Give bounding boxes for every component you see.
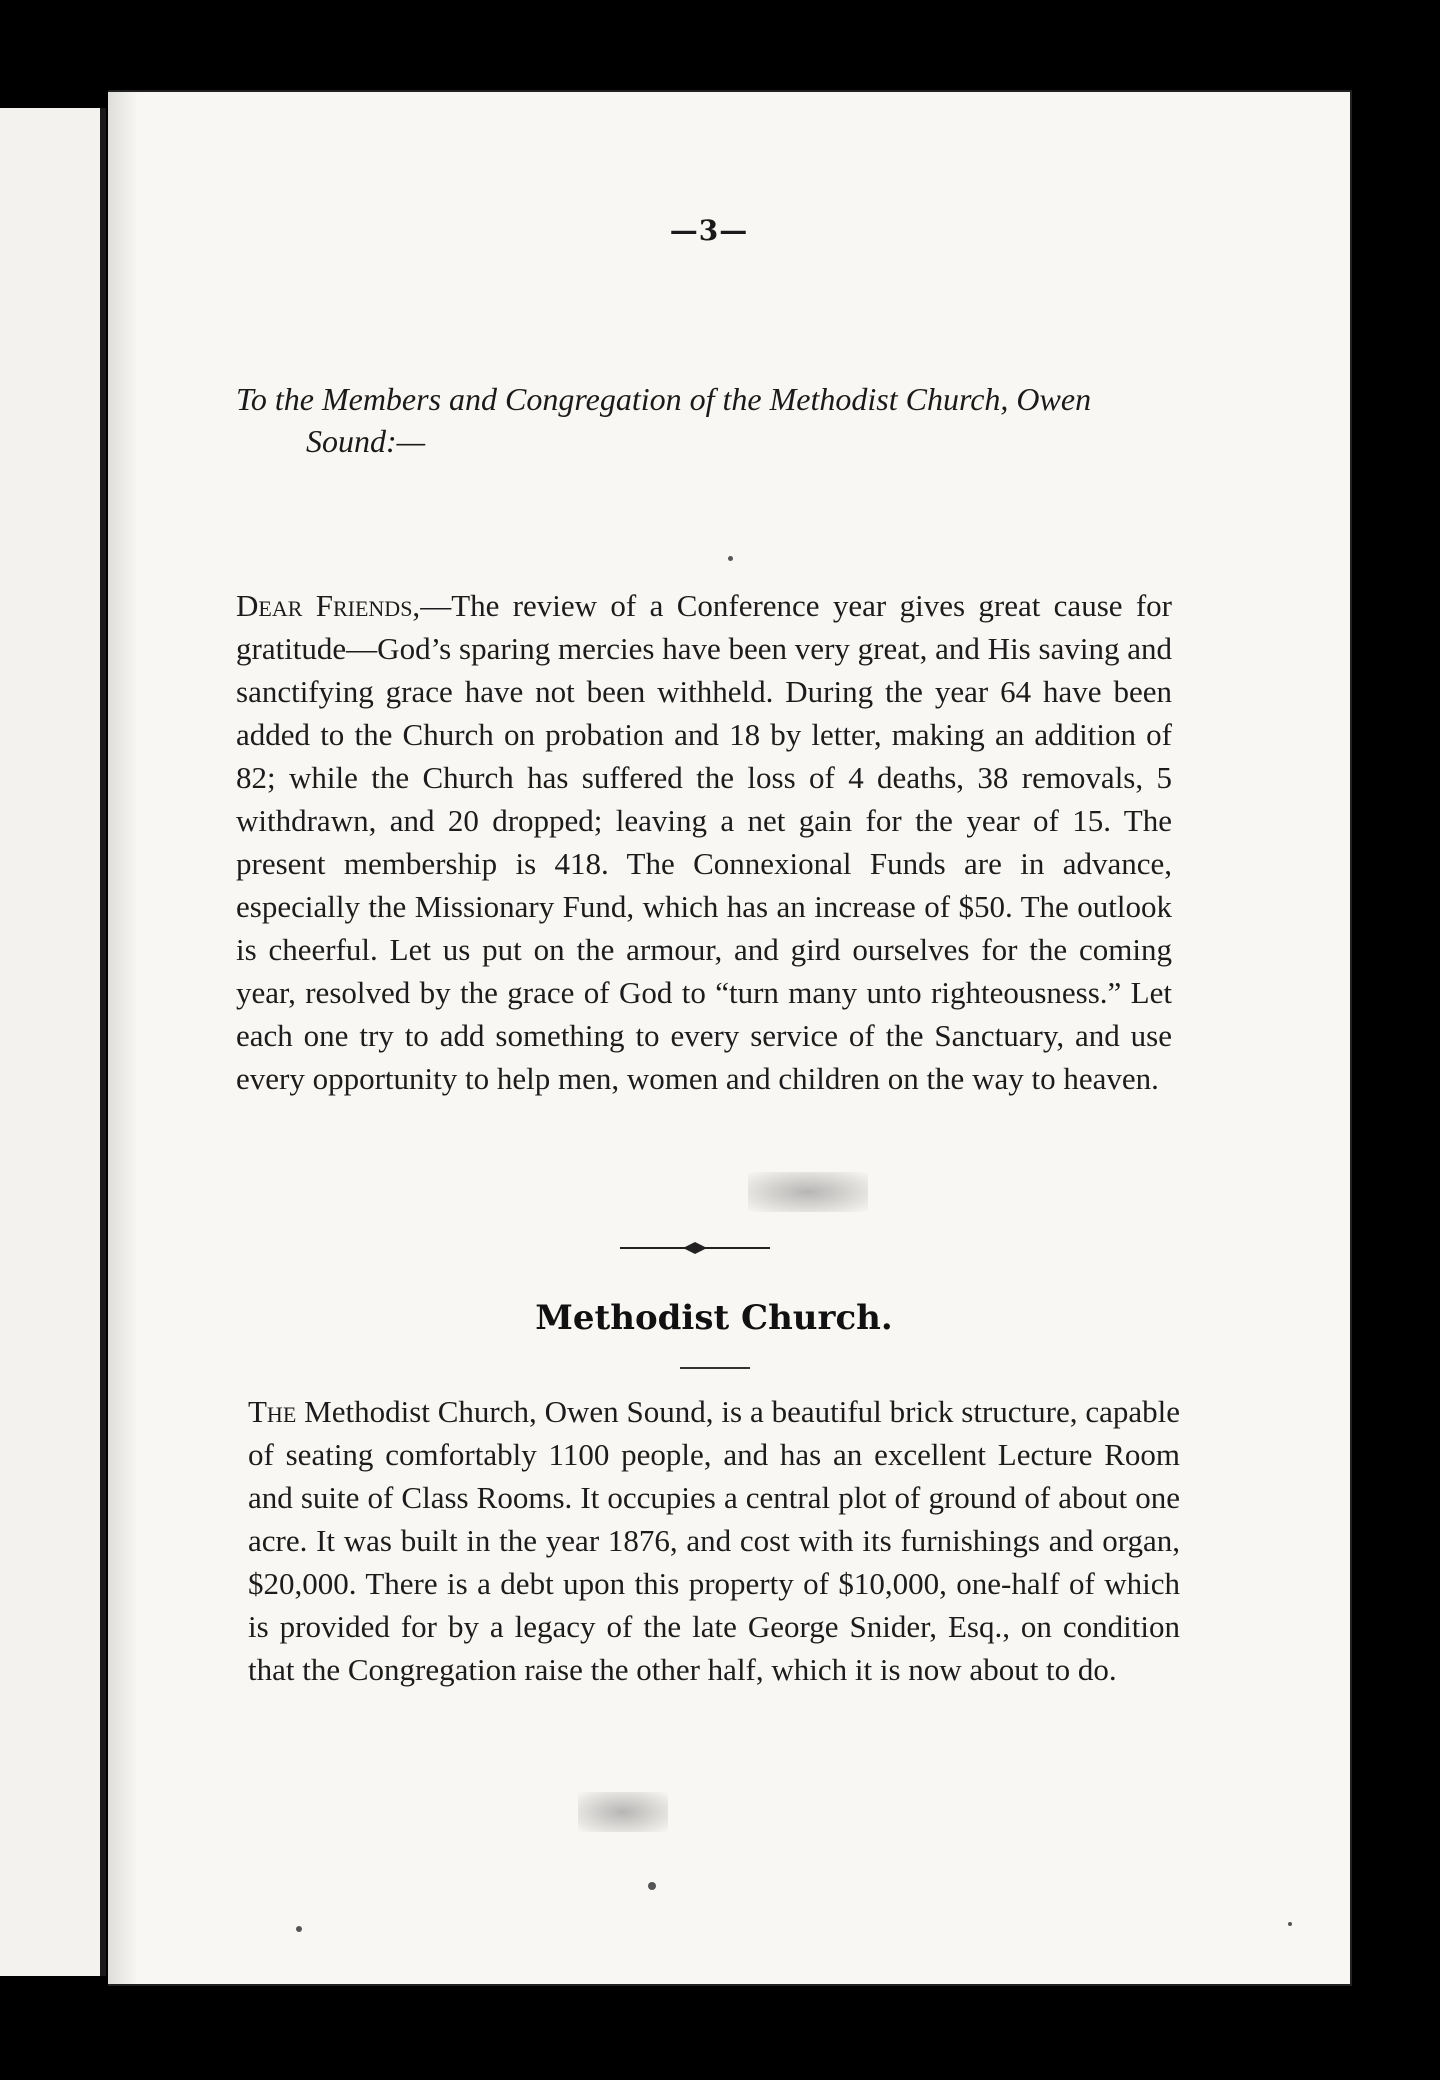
letter-salutation	[236, 378, 1246, 462]
salutation-line-1: To the Members and Congregation of the Methodist Church, Owen	[236, 381, 1092, 417]
binding-shadow	[108, 92, 138, 1984]
section-heading: Methodist Church.	[535, 1298, 893, 1338]
paper-smudge	[748, 1172, 868, 1212]
section-divider-ornament	[620, 1238, 770, 1258]
page-number: —3—	[669, 214, 749, 247]
church-body-text: Methodist Church, Owen Sound, is a beautiful brick structure, capable of seating comfortably 1100 people, and has an excellent Lecture Room and suite of Class Rooms. It occupies a central plot of ground of about one acre. It was built in the year 1876, and cost with its furnishings and organ, $20,000. There is a debt upon this property of $10,000, one-half of which is provided for by a legacy of the late George Snider, Esq., on condition that the Congregation raise the other half, which it is now about to do.	[248, 1394, 1180, 1687]
ink-speck	[1288, 1922, 1292, 1926]
paper-smudge	[578, 1792, 668, 1832]
page-gutter-rule	[100, 108, 106, 1976]
salutation-line-2: Sound:—	[306, 423, 426, 459]
letter-lead-words: Dear Friends,	[236, 588, 421, 623]
church-paragraph	[248, 1390, 1180, 1691]
document-page	[108, 90, 1352, 1986]
ink-speck	[728, 556, 733, 561]
facing-page-edge	[0, 108, 100, 1976]
heading-underline-rule	[680, 1367, 750, 1369]
ink-speck	[648, 1882, 656, 1890]
ink-speck	[296, 1926, 302, 1932]
letter-paragraph	[236, 584, 1172, 1100]
letter-body-text: —The review of a Conference year gives great cause for gratitude—God’s sparing mercies have been very great, and His saving and sanctifying grace have not been withheld. During the year 64 have been added to the Church on probation and 18 by letter, making an addition of 82; while the Church has suffered the loss of 4 deaths, 38 removals, 5 withdrawn, and 20 dropped; leaving a net gain for the year of 15. The present membership is 418. The Connexional Funds are in advance, especially the Missionary Fund, which has an increase of $50. The outlook is cheerful. Let us put on the armour, and gird ourselves for the coming year, resolved by the grace of God to “turn many unto righteousness.” Let each one try to add something to every service of the Sanctuary, and use every opportunity to help men, women and children on the way to heaven.	[236, 588, 1173, 1096]
church-lead-word: The	[248, 1394, 297, 1429]
